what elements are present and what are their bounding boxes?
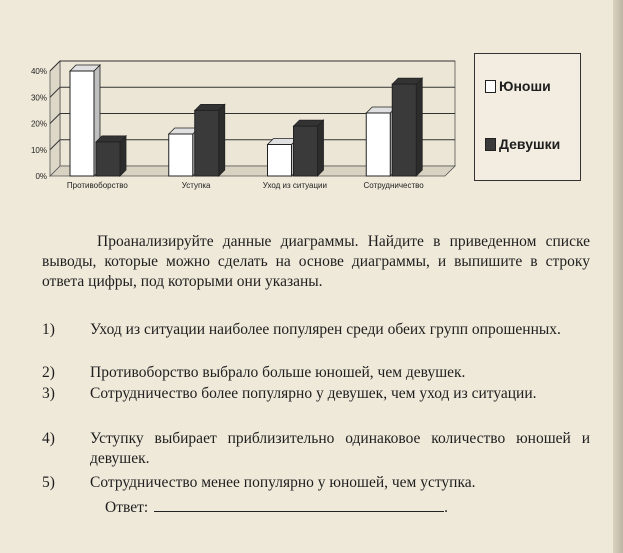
legend-item-girls — [485, 136, 560, 152]
bar-side — [219, 104, 225, 176]
bar — [294, 126, 318, 176]
item-number: 1) — [42, 321, 55, 338]
x-tick-label: Сотрудничество — [363, 181, 424, 190]
bar-chart — [28, 55, 458, 200]
item-number: 5) — [42, 474, 55, 491]
y-tick-label: 10% — [30, 145, 47, 155]
legend-item-boys — [485, 78, 551, 94]
bar — [169, 134, 193, 176]
bar — [366, 113, 390, 176]
answer-end: . — [444, 499, 449, 516]
x-tick-label: Уход из ситуации — [262, 181, 328, 190]
y-tick-label: 40% — [30, 67, 47, 76]
bar — [392, 84, 416, 176]
item-text: Уступку выбирает приблизительно одинаковое количество юношей и девушек. — [90, 430, 590, 467]
chart-legend — [474, 53, 581, 181]
y-tick-label: 0% — [35, 172, 47, 181]
bar — [268, 145, 292, 177]
legend-label-boys: Юноши — [499, 78, 551, 94]
bar — [70, 71, 94, 176]
item-number: 4) — [42, 430, 55, 447]
item-text: Сотрудничество более популярно у девушек, чем уход из ситуации. — [90, 385, 537, 402]
answer-label: Ответ: — [105, 499, 149, 516]
item-text: Противоборство выбрало больше юношей, чем девушек. — [90, 364, 466, 381]
x-tick-label: Противоборство — [66, 181, 128, 190]
answer-row — [105, 497, 448, 517]
answer-field[interactable] — [154, 497, 444, 512]
item-number: 3) — [42, 385, 55, 402]
x-tick-label: Уступка — [181, 181, 211, 190]
y-tick-label: 20% — [30, 119, 47, 129]
bar — [96, 142, 120, 176]
bar — [195, 110, 219, 176]
y-tick-label: 30% — [30, 93, 47, 103]
bar-side — [318, 120, 324, 176]
legend-swatch-boys — [485, 80, 496, 93]
page-edge — [613, 0, 623, 553]
bar-side — [416, 78, 422, 176]
legend-label-girls: Девушки — [499, 136, 561, 152]
legend-swatch-girls — [485, 138, 496, 151]
item-text: Сотрудничество менее популярно у юношей, чем уступка. — [90, 474, 476, 491]
item-text: Уход из ситуации наиболее популярен среди обеих групп опрошенных. — [90, 321, 561, 338]
item-number: 2) — [42, 364, 55, 381]
task-intro: Проанализируйте данные диаграммы. Найдите в приведенном списке выводы, которые можно сделать на основе диаграммы, и выпишите в строку ответа цифры, под которыми они указаны. — [42, 233, 590, 290]
bar-side — [120, 136, 126, 176]
